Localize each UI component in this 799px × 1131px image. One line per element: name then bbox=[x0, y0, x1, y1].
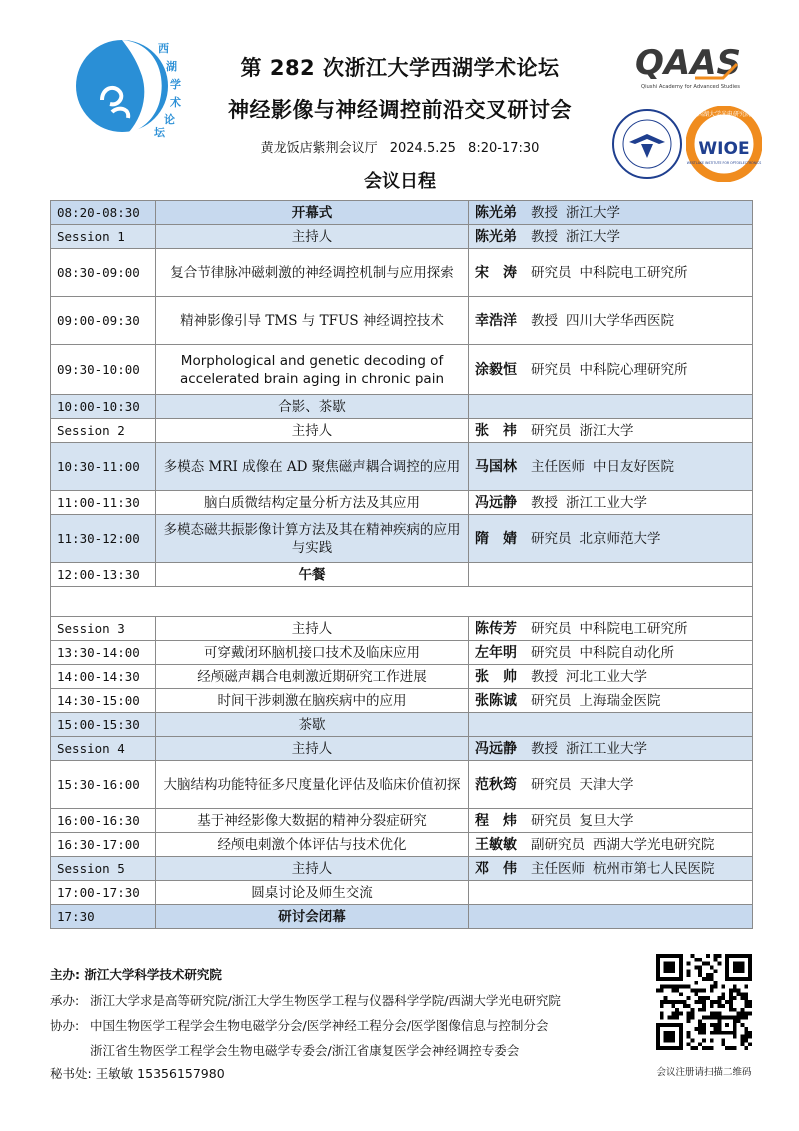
speaker-cell bbox=[469, 225, 753, 249]
speaker-title: 主任医师 bbox=[531, 860, 585, 877]
topic-cell: 开幕式 bbox=[156, 201, 469, 225]
topic-cell: 茶歇 bbox=[156, 713, 469, 737]
co-organizer-line bbox=[50, 1016, 548, 1034]
schedule-row bbox=[51, 881, 753, 905]
co-organizer-value-1: 中国生物医学工程学会生物电磁学分会/医学神经工程分会/医学图像信息与控制分会 bbox=[90, 1018, 549, 1033]
speaker-affiliation: 浙江工业大学 bbox=[566, 494, 647, 511]
time-cell: 13:30-14:00 bbox=[51, 641, 156, 665]
logo-char: 坛 bbox=[154, 126, 165, 138]
speaker-cell bbox=[469, 761, 753, 809]
time-cell: Session 1 bbox=[51, 225, 156, 249]
speaker-cell bbox=[469, 833, 753, 857]
topic-cell: 复合节律脉冲磁刺激的神经调控机制与应用探索 bbox=[156, 249, 469, 297]
host-value: 浙江大学科学技术研究院 bbox=[84, 967, 222, 982]
speaker-name: 陈光弟 bbox=[475, 228, 517, 245]
speaker-cell bbox=[469, 641, 753, 665]
topic-cell: 大脑结构功能特征多尺度量化评估及临床价值初探 bbox=[156, 761, 469, 809]
co-organizer-label: 协办: bbox=[50, 1018, 80, 1033]
time-cell: Session 3 bbox=[51, 617, 156, 641]
wioe-logo bbox=[686, 106, 762, 182]
schedule-table bbox=[50, 200, 753, 929]
time-cell: Session 2 bbox=[51, 419, 156, 443]
schedule-row bbox=[51, 563, 753, 587]
organizer-label: 承办: bbox=[50, 993, 80, 1008]
schedule-row bbox=[51, 201, 753, 225]
schedule-row bbox=[51, 665, 753, 689]
speaker-cell bbox=[469, 713, 753, 737]
forum-title: 第 282 次浙江大学西湖学术论坛 bbox=[240, 56, 560, 80]
speaker-title: 主任医师 bbox=[531, 458, 585, 475]
schedule-row bbox=[51, 689, 753, 713]
speaker-name: 左年明 bbox=[475, 644, 517, 661]
logo-char: 湖 bbox=[166, 60, 177, 73]
time-cell: 08:30-09:00 bbox=[51, 249, 156, 297]
schedule-row bbox=[51, 249, 753, 297]
time-cell: 10:00-10:30 bbox=[51, 395, 156, 419]
speaker-cell bbox=[469, 689, 753, 713]
time-cell: 17:00-17:30 bbox=[51, 881, 156, 905]
time-cell: 09:30-10:00 bbox=[51, 345, 156, 395]
speaker-cell bbox=[469, 737, 753, 761]
speaker-title: 教授 bbox=[531, 312, 558, 329]
time-cell bbox=[51, 587, 156, 617]
schedule-row bbox=[51, 395, 753, 419]
speaker-affiliation: 中科院电工研究所 bbox=[579, 264, 688, 281]
topic-cell: 午餐 bbox=[156, 563, 469, 587]
speaker-affiliation: 浙江大学 bbox=[566, 204, 620, 221]
speaker-affiliation: 中科院自动化所 bbox=[579, 644, 674, 661]
schedule-row bbox=[51, 419, 753, 443]
venue-name: 黄龙饭店紫荆会议厅 bbox=[260, 141, 378, 156]
speaker-name: 冯远静 bbox=[475, 494, 517, 511]
time-cell: 09:00-09:30 bbox=[51, 297, 156, 345]
topic-cell: 精神影像引导 TMS 与 TFUS 神经调控技术 bbox=[156, 297, 469, 345]
host-line bbox=[50, 965, 222, 983]
event-time: 8:20-17:30 bbox=[468, 141, 540, 156]
speaker-cell bbox=[469, 905, 753, 929]
speaker-title: 副研究员 bbox=[531, 836, 585, 853]
secretary-line bbox=[50, 1064, 225, 1082]
schedule-row bbox=[51, 345, 753, 395]
speaker-affiliation: 北京师范大学 bbox=[579, 530, 661, 547]
speaker-cell bbox=[469, 665, 753, 689]
speaker-name: 张 帅 bbox=[475, 668, 517, 685]
co-organizer-line-2 bbox=[90, 1041, 519, 1059]
speaker-cell bbox=[469, 563, 753, 587]
workshop-title: 神经影像与神经调控前沿交叉研讨会 bbox=[228, 98, 572, 122]
topic-cell: 经颅电刺激个体评估与技术优化 bbox=[156, 833, 469, 857]
topic-cell: 主持人 bbox=[156, 617, 469, 641]
time-cell: 14:30-15:00 bbox=[51, 689, 156, 713]
speaker-name: 邓 伟 bbox=[475, 860, 517, 877]
co-organizer-value-2: 浙江省生物医学工程学会生物电磁学专委会/浙江省康复医学会神经调控专委会 bbox=[90, 1043, 520, 1058]
speaker-cell bbox=[469, 587, 753, 617]
schedule-row bbox=[51, 905, 753, 929]
qaas-logo bbox=[633, 38, 751, 96]
speaker-affiliation: 西湖大学光电研究院 bbox=[593, 836, 715, 853]
speaker-title: 研究员 bbox=[531, 422, 572, 439]
svg-text:WIOE: WIOE bbox=[698, 139, 750, 159]
logo-char: 论 bbox=[164, 113, 175, 126]
speaker-affiliation: 河北工业大学 bbox=[566, 668, 647, 685]
topic-cell: 脑白质微结构定量分析方法及其应用 bbox=[156, 491, 469, 515]
schedule-row bbox=[51, 297, 753, 345]
topic-cell: 经颅磁声耦合电刺激近期研究工作进展 bbox=[156, 665, 469, 689]
speaker-affiliation: 四川大学华西医院 bbox=[566, 312, 674, 329]
time-cell: 15:30-16:00 bbox=[51, 761, 156, 809]
speaker-name: 程 炜 bbox=[475, 812, 517, 829]
speaker-cell bbox=[469, 297, 753, 345]
svg-text:Qiushi Academy for Advanced St: Qiushi Academy for Advanced Studies bbox=[641, 84, 740, 90]
speaker-name: 陈光弟 bbox=[475, 204, 517, 221]
secretary-label: 秘书处: bbox=[50, 1066, 92, 1081]
schedule-row bbox=[51, 809, 753, 833]
speaker-title: 教授 bbox=[531, 228, 558, 245]
speaker-cell bbox=[469, 443, 753, 491]
speaker-cell bbox=[469, 249, 753, 297]
speaker-name: 张陈诚 bbox=[475, 692, 517, 709]
time-cell: 11:00-11:30 bbox=[51, 491, 156, 515]
logo-char: 术 bbox=[170, 96, 181, 109]
schedule-row bbox=[51, 443, 753, 491]
time-cell: 15:00-15:30 bbox=[51, 713, 156, 737]
speaker-affiliation: 浙江工业大学 bbox=[566, 740, 647, 757]
speaker-cell bbox=[469, 881, 753, 905]
speaker-title: 教授 bbox=[531, 668, 558, 685]
speaker-name: 范秋筠 bbox=[475, 776, 517, 793]
schedule-row bbox=[51, 225, 753, 249]
speaker-title: 研究员 bbox=[531, 361, 572, 378]
schedule-row bbox=[51, 833, 753, 857]
time-cell: 16:00-16:30 bbox=[51, 809, 156, 833]
topic-cell: 可穿戴闭环脑机接口技术及临床应用 bbox=[156, 641, 469, 665]
topic-cell: 主持人 bbox=[156, 225, 469, 249]
svg-text:WESTLAKE INSTITUTE FOR OPTOELE: WESTLAKE INSTITUTE FOR OPTOELECTRONICS bbox=[686, 161, 762, 165]
svg-text:西湖大学光电研究院: 西湖大学光电研究院 bbox=[696, 111, 752, 118]
time-cell: 10:30-11:00 bbox=[51, 443, 156, 491]
speaker-affiliation: 复旦大学 bbox=[579, 812, 634, 829]
time-cell: 08:20-08:30 bbox=[51, 201, 156, 225]
schedule-row bbox=[51, 491, 753, 515]
topic-cell: 时间干涉刺激在脑疾病中的应用 bbox=[156, 689, 469, 713]
speaker-affiliation: 中日友好医院 bbox=[593, 458, 674, 475]
topic-cell: 多模态 MRI 成像在 AD 聚焦磁声耦合调控的应用 bbox=[156, 443, 469, 491]
topic-cell: 基于神经影像大数据的精神分裂症研究 bbox=[156, 809, 469, 833]
time-cell: 17:30 bbox=[51, 905, 156, 929]
speaker-name: 王敏敏 bbox=[475, 836, 517, 853]
time-cell: 14:00-14:30 bbox=[51, 665, 156, 689]
speaker-title: 研究员 bbox=[531, 644, 572, 661]
speaker-name: 宋 涛 bbox=[475, 264, 517, 281]
time-cell: 12:00-13:30 bbox=[51, 563, 156, 587]
schedule-row bbox=[51, 761, 753, 809]
topic-cell: 主持人 bbox=[156, 419, 469, 443]
schedule-row bbox=[51, 737, 753, 761]
topic-cell: 圆桌讨论及师生交流 bbox=[156, 881, 469, 905]
topic-cell: 主持人 bbox=[156, 737, 469, 761]
speaker-title: 教授 bbox=[531, 494, 558, 511]
schedule-row bbox=[51, 515, 753, 563]
speaker-name: 张 祎 bbox=[475, 422, 517, 439]
schedule-row bbox=[51, 641, 753, 665]
speaker-title: 研究员 bbox=[531, 620, 572, 637]
topic-cell: Morphological and genetic decoding of accelerated brain aging in chronic pain bbox=[156, 345, 469, 395]
topic-cell: 多模态磁共振影像计算方法及其在精神疾病的应用与实践 bbox=[156, 515, 469, 563]
speaker-affiliation: 浙江大学 bbox=[579, 422, 634, 439]
qr-caption: 会议注册请扫描二维码 bbox=[656, 1067, 752, 1078]
logo-char: 学 bbox=[170, 78, 181, 91]
speaker-affiliation: 天津大学 bbox=[579, 776, 634, 793]
venue-line bbox=[200, 137, 600, 156]
speaker-name: 陈传芳 bbox=[475, 620, 517, 637]
speaker-title: 研究员 bbox=[531, 530, 572, 547]
speaker-name: 幸浩洋 bbox=[475, 312, 517, 329]
speaker-affiliation: 中科院电工研究所 bbox=[579, 620, 688, 637]
logo-char: 西 bbox=[158, 42, 169, 55]
speaker-name: 隋 婧 bbox=[475, 530, 517, 547]
speaker-cell bbox=[469, 201, 753, 225]
speaker-title: 研究员 bbox=[531, 264, 572, 281]
host-label: 主办: bbox=[50, 967, 80, 982]
schedule-title: 会议日程 bbox=[364, 171, 436, 192]
time-cell: Session 5 bbox=[51, 857, 156, 881]
spacer-row bbox=[51, 587, 753, 617]
speaker-cell bbox=[469, 809, 753, 833]
speaker-name: 涂毅恒 bbox=[475, 361, 517, 378]
schedule-row bbox=[51, 617, 753, 641]
secretary-value: 王敏敏 15356157980 bbox=[95, 1066, 225, 1081]
topic-cell: 主持人 bbox=[156, 857, 469, 881]
svg-text:QAAS: QAAS bbox=[635, 43, 742, 83]
university-seal-logo bbox=[611, 108, 683, 180]
time-cell: 16:30-17:00 bbox=[51, 833, 156, 857]
speaker-affiliation: 杭州市第七人民医院 bbox=[593, 860, 715, 877]
organizer-line bbox=[50, 991, 561, 1009]
speaker-title: 研究员 bbox=[531, 812, 572, 829]
speaker-affiliation: 中科院心理研究所 bbox=[579, 361, 688, 378]
schedule-row bbox=[51, 713, 753, 737]
speaker-name: 马国林 bbox=[475, 458, 517, 475]
schedule-row bbox=[51, 857, 753, 881]
speaker-title: 教授 bbox=[531, 204, 558, 221]
speaker-title: 研究员 bbox=[531, 692, 572, 709]
speaker-cell bbox=[469, 395, 753, 419]
speaker-affiliation: 上海瑞金医院 bbox=[579, 692, 661, 709]
registration-qr-code[interactable] bbox=[656, 954, 752, 1050]
west-lake-forum-logo bbox=[72, 30, 190, 138]
speaker-name: 冯远静 bbox=[475, 740, 517, 757]
speaker-cell bbox=[469, 491, 753, 515]
speaker-title: 研究员 bbox=[531, 776, 572, 793]
speaker-title: 教授 bbox=[531, 740, 558, 757]
topic-cell bbox=[156, 587, 469, 617]
speaker-cell bbox=[469, 419, 753, 443]
speaker-cell bbox=[469, 857, 753, 881]
speaker-cell bbox=[469, 617, 753, 641]
organizer-value: 浙江大学求是高等研究院/浙江大学生物医学工程与仪器科学学院/西湖大学光电研究院 bbox=[90, 993, 561, 1008]
speaker-cell bbox=[469, 515, 753, 563]
event-date: 2024.5.25 bbox=[389, 141, 456, 156]
speaker-cell bbox=[469, 345, 753, 395]
topic-cell: 合影、茶歇 bbox=[156, 395, 469, 419]
time-cell: Session 4 bbox=[51, 737, 156, 761]
speaker-affiliation: 浙江大学 bbox=[566, 228, 620, 245]
time-cell: 11:30-12:00 bbox=[51, 515, 156, 563]
topic-cell: 研讨会闭幕 bbox=[156, 905, 469, 929]
